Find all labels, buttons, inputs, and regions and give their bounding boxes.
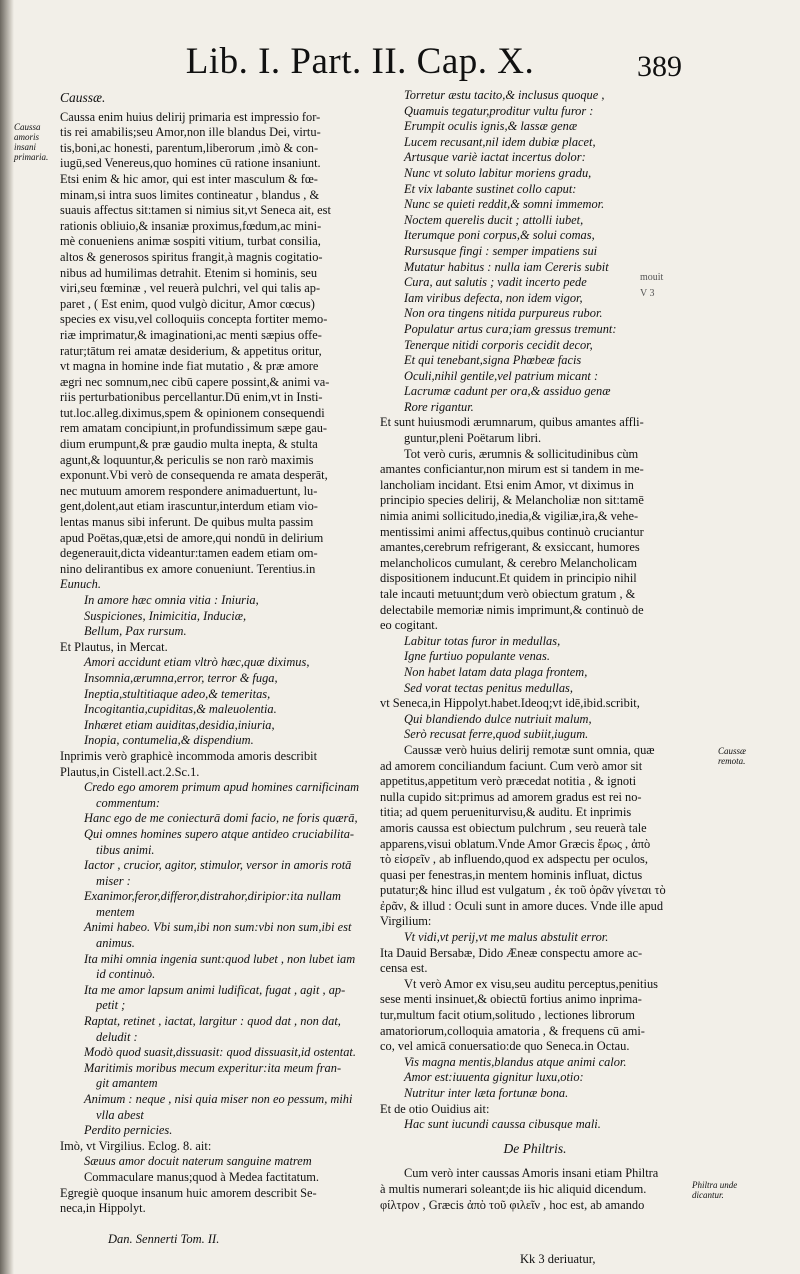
text-line: Vt verò Amor ex visu,seu auditu perceptus,penitius [404, 976, 658, 991]
text-line: Serò recusat ferre,quod subiit,iugum. [404, 727, 589, 742]
text-line: species ex visu,vel colloquiis concepta fortiter memo- [60, 312, 328, 327]
text-line: Inprimis verò graphicè incommoda amoris describit [60, 748, 318, 763]
text-line: Vis magna mentis,blandus atque animi calor. [404, 1054, 627, 1069]
text-line: Hac sunt iucundi caussa cibusque mali. [404, 1117, 601, 1132]
text-line: mentem [96, 904, 135, 919]
text-line: nino delirantibus ex amore conueniunt. Terentius.in [60, 561, 316, 576]
text-line: Iam viribus defecta, non idem vigor, [404, 290, 583, 305]
text-line: principio species delirij, & Melancholiæ non sit:tamē [380, 493, 644, 508]
running-title: Lib. I. Part. II. Cap. X. [185, 41, 535, 82]
text-line: quasi per fenestras,in mentem hominis influat, dictus [380, 867, 643, 882]
text-line: apud Poëtas,quæ,etsi de amore,qui nondū in delirium [60, 530, 324, 545]
text-line: Cum verò inter caussas Amoris insani etiam Philtra [404, 1166, 659, 1181]
text-line: Cura, aut salutis ; vadit incerto pede [404, 275, 587, 290]
text-line: Torretur æstu tacito,& inclusus quoque , [404, 88, 605, 102]
text-line: amantes conficiantur,non mirum est si tandem in me- [380, 462, 644, 477]
text-line: Nunc se quieti reddit,& somni immemor. [404, 197, 605, 212]
text-line: nec mutuum amorem respondere animaduertunt, lu- [60, 483, 318, 498]
text-line: Erumpit oculis ignis,& lassæ genæ [404, 119, 578, 134]
section-heading: Caussæ. [60, 90, 106, 105]
text-line: eo cogitant. [380, 618, 438, 633]
left-column [60, 88, 378, 1217]
text-line: tis rei amabilis;seu Amor,non ille blandus Dei, virtu- [60, 125, 321, 140]
text-line: censa est. [380, 961, 428, 976]
text-line: Vt vidi,vt perij,vt me malus abstulit error. [404, 930, 609, 945]
text-line: delectabile memoriæ nimis imprimunt,& continuò de [380, 602, 644, 617]
text-line: dispositionem inducunt.Et quidem in principio nihil [380, 571, 637, 586]
text-line: tibus animi. [96, 842, 155, 857]
text-line: Qui blandiendo dulce nutriuit malum, [404, 711, 592, 726]
text-line: Iterumque poni corpus,& solui comas, [404, 228, 595, 243]
text-line: Et de otio Ouidius ait: [380, 1101, 490, 1116]
text-line: Mutatur habitus : nulla iam Cereris subit [404, 259, 609, 274]
text-line: ad amorem conciliandum faciunt. Cum verò amor sit [380, 758, 643, 773]
text-line: Noctem querelis ducit ; attolli iubet, [404, 212, 584, 227]
text-line: animus. [96, 936, 135, 951]
text-line: Etsi enim & hic amor, qui est inter masculum & fœ- [60, 171, 318, 186]
text-line: git amantem [96, 1076, 158, 1091]
text-line: Bellum, Pax rursum. [84, 624, 187, 639]
catchword: Kk 3 deriuatur, [520, 1252, 596, 1266]
text-line: sese menti insinuet,& obiectū fortius animo inprima- [380, 992, 642, 1007]
text-line: Insomnia,ærumna,error, terror & fuga, [84, 670, 278, 685]
text-line: iugū,sed Venereus,quo homines cū ratione insaniunt. [60, 156, 321, 171]
text-line: lancholiam incidant. Etsi enim Amor, vt diximus in [380, 477, 634, 492]
margin-note-philtra: Philtra unde dicantur. [692, 1180, 738, 1200]
text-line: exponunt.Vbi verò de consequenda re amata desperāt, [60, 468, 328, 483]
text-line: mentissimi animi affectus,quibus continuò cruciantur [380, 524, 644, 539]
text-line: Tot verò curis, ærumnis & sollicitudinibus cùm [404, 446, 639, 461]
text-line: degenerauit,dicta videantur:tamen eadem etiam om- [60, 546, 318, 561]
text-line: Perdito pernicies. [84, 1123, 173, 1138]
text-line: Inhæret etiam auiditas,desidia,iniuria, [84, 717, 275, 732]
page-header [0, 40, 800, 86]
text-line: melancholicos cumulant, & cerebro Melancholicam [380, 555, 638, 570]
text-line: Eunuch. [60, 577, 101, 592]
text-line: gent,dolent,aut etiam irascuntur,interdum etiam vio- [60, 499, 318, 514]
text-line: φίλτρον , Græcis ἀπὸ τοῦ φιλεῖν , hoc est, ab amando [380, 1197, 645, 1212]
text-line: appetitus,appetitum verò præcedat notitia , & ignoti [380, 774, 637, 789]
text-line: Rursusque fingi : semper impatiens sui [404, 243, 598, 258]
text-line: Populatur artus cura;iam gressus tremunt: [404, 321, 617, 336]
text-line: vt Seneca,in Hippolyt.habet.Ideoq;vt idē,ibid.scribit, [380, 696, 640, 711]
text-line: Qui omnes homines supero atque antideo cruciabilita- [84, 826, 355, 841]
text-line: deludit : [96, 1029, 138, 1044]
text-line: Egregiè quoque insanum huic amorem describit Se- [60, 1185, 317, 1200]
text-line: Oculi,nihil gentile,vel patrium micant : [404, 368, 599, 383]
text-line: tale incauti metuunt;dum verò obiectum gratum , & [380, 587, 636, 601]
text-line: Artusque variè iactat incertus dolor: [404, 150, 586, 165]
text-line: rem amatam concipiunt,in profundissimum sæpe gau- [60, 421, 328, 436]
text-line: Et Plautus, in Mercat. [60, 639, 168, 654]
text-line: paret , ( Est enim, quod vulgò dicitur, Amor cœcus) [60, 296, 315, 311]
text-line: Hanc ego de me coniecturā domi facio, ne foris quærā, [84, 811, 358, 826]
text-line: commentum: [96, 795, 160, 810]
text-line: ægri nec somnum,nec cibū capere possint,& animi va- [60, 374, 330, 389]
text-line: Modò quod suasit,dissuasit: quod dissuasit,id ostentat. [84, 1045, 356, 1060]
text-line: Sæuus amor docuit naterum sanguine matrem [84, 1154, 312, 1169]
text-line: petit ; [96, 998, 126, 1013]
text-line: ἐρᾶν, & illud : Oculi sunt in amore duces. Vnde ille apud [380, 898, 664, 913]
text-line: id continuò. [96, 967, 156, 982]
text-line: Non habet latam data plaga frontem, [404, 664, 588, 679]
text-line: guntur,pleni Poëtarum libri. [404, 431, 542, 446]
text-line: Caussa enim huius delirij primaria est impressio for- [60, 109, 321, 124]
text-line: Tenerque nitidi corporis cecidit decor, [404, 337, 593, 352]
text-line: riæ imprimatur,& imaginationi,ac menti sæpius offe- [60, 327, 322, 342]
text-line: Igne furtiuo populante venas. [404, 649, 550, 664]
text-line: putatur;& hinc illud est vulgatum , ἐκ τοῦ ὁρᾶν γίνεται τὸ [380, 883, 666, 898]
text-line: Ita me amor lapsum animi ludificat, fugat , agit , ap- [84, 982, 346, 997]
margin-note-causae-remotae: Caussæ remota. [718, 746, 747, 766]
text-line: nibus ad humilimas detrahit. Etenim si hominis, seu [60, 265, 318, 280]
text-line: tur,multum facit otium,solitudo , lectiones librorum [380, 1008, 635, 1023]
text-line: Rore rigantur. [404, 399, 474, 414]
text-line: riis perturbationibus percellantur.Dū enim,vt in Insti- [60, 390, 323, 405]
text-line: Nutritur inter læta fortunæ bona. [404, 1086, 569, 1100]
text-line: ratur;tātum rei amatæ desiderium, & appetitus oritur, [60, 343, 322, 358]
text-line: viri,seu fœminæ , vel reuerà pulchri, vel qui talis ap- [60, 281, 321, 296]
text-line: neca,in Hippolyt. [60, 1201, 146, 1216]
margin-note-causa-amoris: Caussa amoris insani primaria. [14, 122, 49, 162]
text-line: Nunc vt soluto labitur moriens gradu, [404, 165, 592, 180]
text-line: Caussæ verò huius delirij remotæ sunt omnia, quæ [404, 742, 655, 757]
text-line: Iactor , crucior, agitor, stimulor, versor in amoris rotā [84, 858, 352, 873]
text-line: miser : [96, 873, 131, 888]
text-line: Ita mihi omnia ingenia sunt:quod lubet , non lubet iam [84, 951, 356, 966]
text-line: Amori accidunt etiam vltrò hæc,quæ diximus, [84, 655, 310, 670]
text-line: altos & generosos spiritus frangit,à magnis cogitatio- [60, 249, 323, 264]
section-heading: De Philtris. [503, 1140, 567, 1156]
text-line: vlla abest [96, 1107, 144, 1122]
text-line: Exanimor,feror,differor,distrahor,diripior:ita nullam [84, 889, 341, 904]
text-line: Sed vorat tectas penitus medullas, [404, 680, 573, 695]
text-line: titia; ad quem perueniturvisu,& auditu. Et inprimis [380, 805, 632, 820]
text-line: Raptat, retinet , iactat, largitur : quod dat , non dat, [84, 1014, 341, 1029]
text-line: τὸ εἰσρεῖν , ab influendo,quod ex adspectu per oculos, [380, 852, 648, 867]
text-line: Lacrumæ cadunt per ora,& assiduo genæ [404, 384, 611, 399]
text-line: Virgilium: [380, 914, 432, 929]
text-line: nulla cupido sit:primus ad amorem gradus est rei no- [380, 789, 642, 804]
page-number: 389 [637, 50, 682, 83]
right-column [380, 88, 690, 1213]
text-line: tis,boni,ac honesti, parentum,liberorum ,imò & con- [60, 140, 319, 155]
text-line: Imò, vt Virgilius. Eclog. 8. ait: [60, 1138, 212, 1153]
text-line: Maritimis moribus mecum experitur:ita meum fran- [84, 1060, 342, 1075]
text-line: Ita Dauid Bersabæ, Dido Æneæ conspectu amore ac- [380, 945, 643, 960]
text-line: Labitur totas furor in medullas, [404, 633, 561, 648]
text-line: Animi habeo. Vbi sum,ibi non sum:vbi non sum,ibi est [84, 920, 352, 935]
text-line: co, vel amicā conuersatio:de quo Seneca.in Octau. [380, 1039, 630, 1054]
text-line: Credo ego amorem primum apud homines carnificinam [84, 780, 360, 795]
printer-signature: Dan. Sennerti Tom. II. [108, 1232, 220, 1246]
text-line: agunt,& loquuntur,& periculis se non rarò maximis [60, 452, 314, 467]
text-line: Et sunt huiusmodi ærumnarum, quibus amantes affli- [380, 415, 644, 430]
text-line: amoris caussa est obiectum pulchrum , seu reuerà tale [380, 820, 647, 835]
text-line: vt magna in homine inde fiat mutatio , & præ amore [60, 359, 319, 374]
text-line: minam,si intra suos limites contineatur , blandus , & [60, 187, 320, 202]
text-line: nimia animi sollicitudo,inedia,& vigiliæ,ira,& vehe- [380, 509, 639, 524]
text-line: Amor est:iuuenta gignitur luxu,otio: [404, 1070, 584, 1085]
text-line: dium erumpunt,& præ gaudio multa inepta, & stulta [60, 437, 318, 452]
text-line: In amore hæc omnia vitia : Iniuria, [84, 593, 259, 607]
text-line: rationis obliuio,& insaniæ proximus,fœdum,ac mini- [60, 218, 322, 233]
text-line: Plautus,in Cistell.act.2.Sc.1. [60, 764, 200, 779]
text-line: Animum : neque , nisi quia miser non eo pessum, mihi [84, 1092, 353, 1106]
text-line: apparens,visui oblatum.Vnde Amor Græcis ἔρως , ἀπὸ [380, 836, 651, 851]
text-line: Et vix labante sustinet collo caput: [404, 181, 577, 196]
text-line: lentas manus sibi inferunt. De quibus multa passim [60, 515, 314, 530]
text-line [380, 1133, 690, 1139]
text-line: Suspiciones, Inimicitia, Induciæ, [84, 608, 247, 623]
text-line: Inopia, contumelia,& dispendium. [84, 733, 254, 748]
margin-stub-text: mouit V 3 [640, 272, 664, 299]
text-line: Commaculare manus;quod à Medea factitatum. [84, 1169, 319, 1184]
text-line: Et qui tenebant,signa Phœbeæ facis [404, 353, 582, 368]
text-line: Lucem recusant,nil idem dubiæ placet, [404, 134, 596, 149]
text-line: suauis affectus sit:tamen si nimius sit,vt Seneca ait, est [60, 203, 331, 218]
page-gutter [0, 0, 14, 1274]
text-line: Non ora tingens nitida purpureus rubor. [404, 306, 603, 321]
text-line: Ineptia,stultitiaque adeo,& temeritas, [84, 686, 271, 701]
text-line: à multis numerari soleant;de iis hic aliquid dicendum. [380, 1181, 647, 1196]
text-line: tut.loc.alleg.diximus,spem & opinionem consequendi [60, 405, 325, 420]
text-line: Incogitantia,cupiditas,& maleuolentia. [84, 702, 277, 717]
text-line: amatoriorum,colloquia amatoria , & frequens cū ami- [380, 1023, 645, 1038]
text-line: mè conueniens animæ sospiti vitium, turbat consilia, [60, 234, 321, 249]
text-line: Quamuis tegatur,proditur vultu furor : [404, 103, 594, 118]
text-line: amantes,cerebrum refrigerant, & exsiccant, humores [380, 540, 640, 555]
